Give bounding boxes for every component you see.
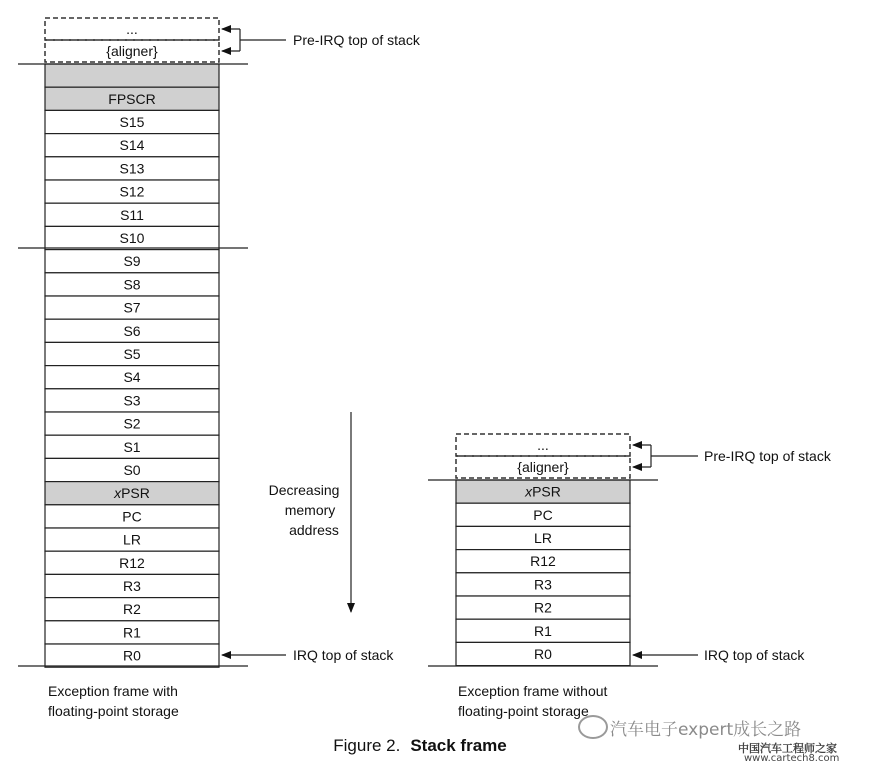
right-pre-irq-bracket [651,445,698,467]
direction-label-line3: address [289,522,339,538]
left-aligner-text: {aligner} [106,43,158,59]
left-cell-label-s13: S13 [119,160,145,177]
left-caption [48,681,179,721]
left-cell-label-s3: S3 [123,392,141,409]
right-caption-line1: Exception frame without [458,683,608,699]
right-cell-label-r3: R3 [534,576,552,593]
left-stack-cells [45,64,219,667]
direction-label-line1: Decreasing [268,482,340,498]
right-caption-line2: floating-point storage [458,703,589,719]
memory-direction [269,412,351,612]
left-cell-label-s8: S8 [123,276,141,293]
left-cell-label-s10: S10 [119,230,145,246]
left-cell-blank-0 [45,64,219,87]
left-cell-label-s2: S2 [123,415,141,432]
left-cell-label-s9: S9 [123,253,141,270]
left-cell-label-s4: S4 [123,369,141,386]
right-cell-label-pc: PC [533,506,553,523]
left-caption-line1: Exception frame with [48,683,178,699]
left-cell-label-s11: S11 [120,206,144,223]
left-cell-label-lr: LR [123,531,141,548]
right-ellipsis-text: ... [537,437,549,453]
left-cell-label-s12: S12 [119,183,145,200]
left-cell-label-r0: R0 [123,647,141,664]
right-cell-label-r0: R0 [534,646,552,662]
right-stack [428,434,832,666]
figure-name: Stack frame [410,736,507,755]
right-irq-label: IRQ top of stack [704,647,805,663]
left-caption-line2: floating-point storage [48,703,179,719]
left-cell-label-s6: S6 [123,322,141,339]
left-cell-label-r3: R3 [123,578,141,594]
right-cell-label-lr: LR [534,530,552,546]
left-cell-label-pc: PC [122,508,142,525]
left-cell-label-r2: R2 [123,601,141,618]
watermark-text-2: 中国汽车工程师之家 [738,742,837,755]
left-cell-label-xpsr: xPSR [114,485,150,502]
right-cell-label-r12: R12 [530,553,556,570]
watermark-text-3: www.cartech8.com [744,753,840,764]
left-cell-label-s15: S15 [119,114,145,130]
right-cell-label-r2: R2 [534,599,552,616]
right-cell-label-r1: R1 [534,622,552,639]
figure-number: Figure 2. [333,736,401,755]
right-cell-label-xpsr: xPSR [525,483,561,500]
right-aligner-text: {aligner} [517,459,569,475]
right-pre-irq-label: Pre-IRQ top of stack [704,448,831,464]
left-cell-label-s14: S14 [119,137,145,154]
left-stack [18,18,421,667]
watermark-text-1: 汽车电子expert成长之路 [610,720,802,740]
right-caption [458,681,607,721]
left-cell-label-s5: S5 [123,346,141,362]
left-pre-irq-bracket [240,29,286,51]
left-cell-label-s0: S0 [123,462,141,478]
left-ellipsis-text: ... [126,21,138,37]
right-stack-cells [456,480,630,666]
left-cell-label-s7: S7 [123,299,141,316]
direction-label-line2: memory [284,502,336,518]
wechat-icon [578,715,608,739]
left-pre-irq-label: Pre-IRQ top of stack [293,32,420,48]
left-cell-label-s1: S1 [123,438,141,455]
left-cell-label-r12: R12 [119,554,145,571]
left-cell-label-fpscr: FPSCR [108,90,156,107]
left-irq-label: IRQ top of stack [293,647,394,663]
left-cell-label-r1: R1 [123,624,141,641]
